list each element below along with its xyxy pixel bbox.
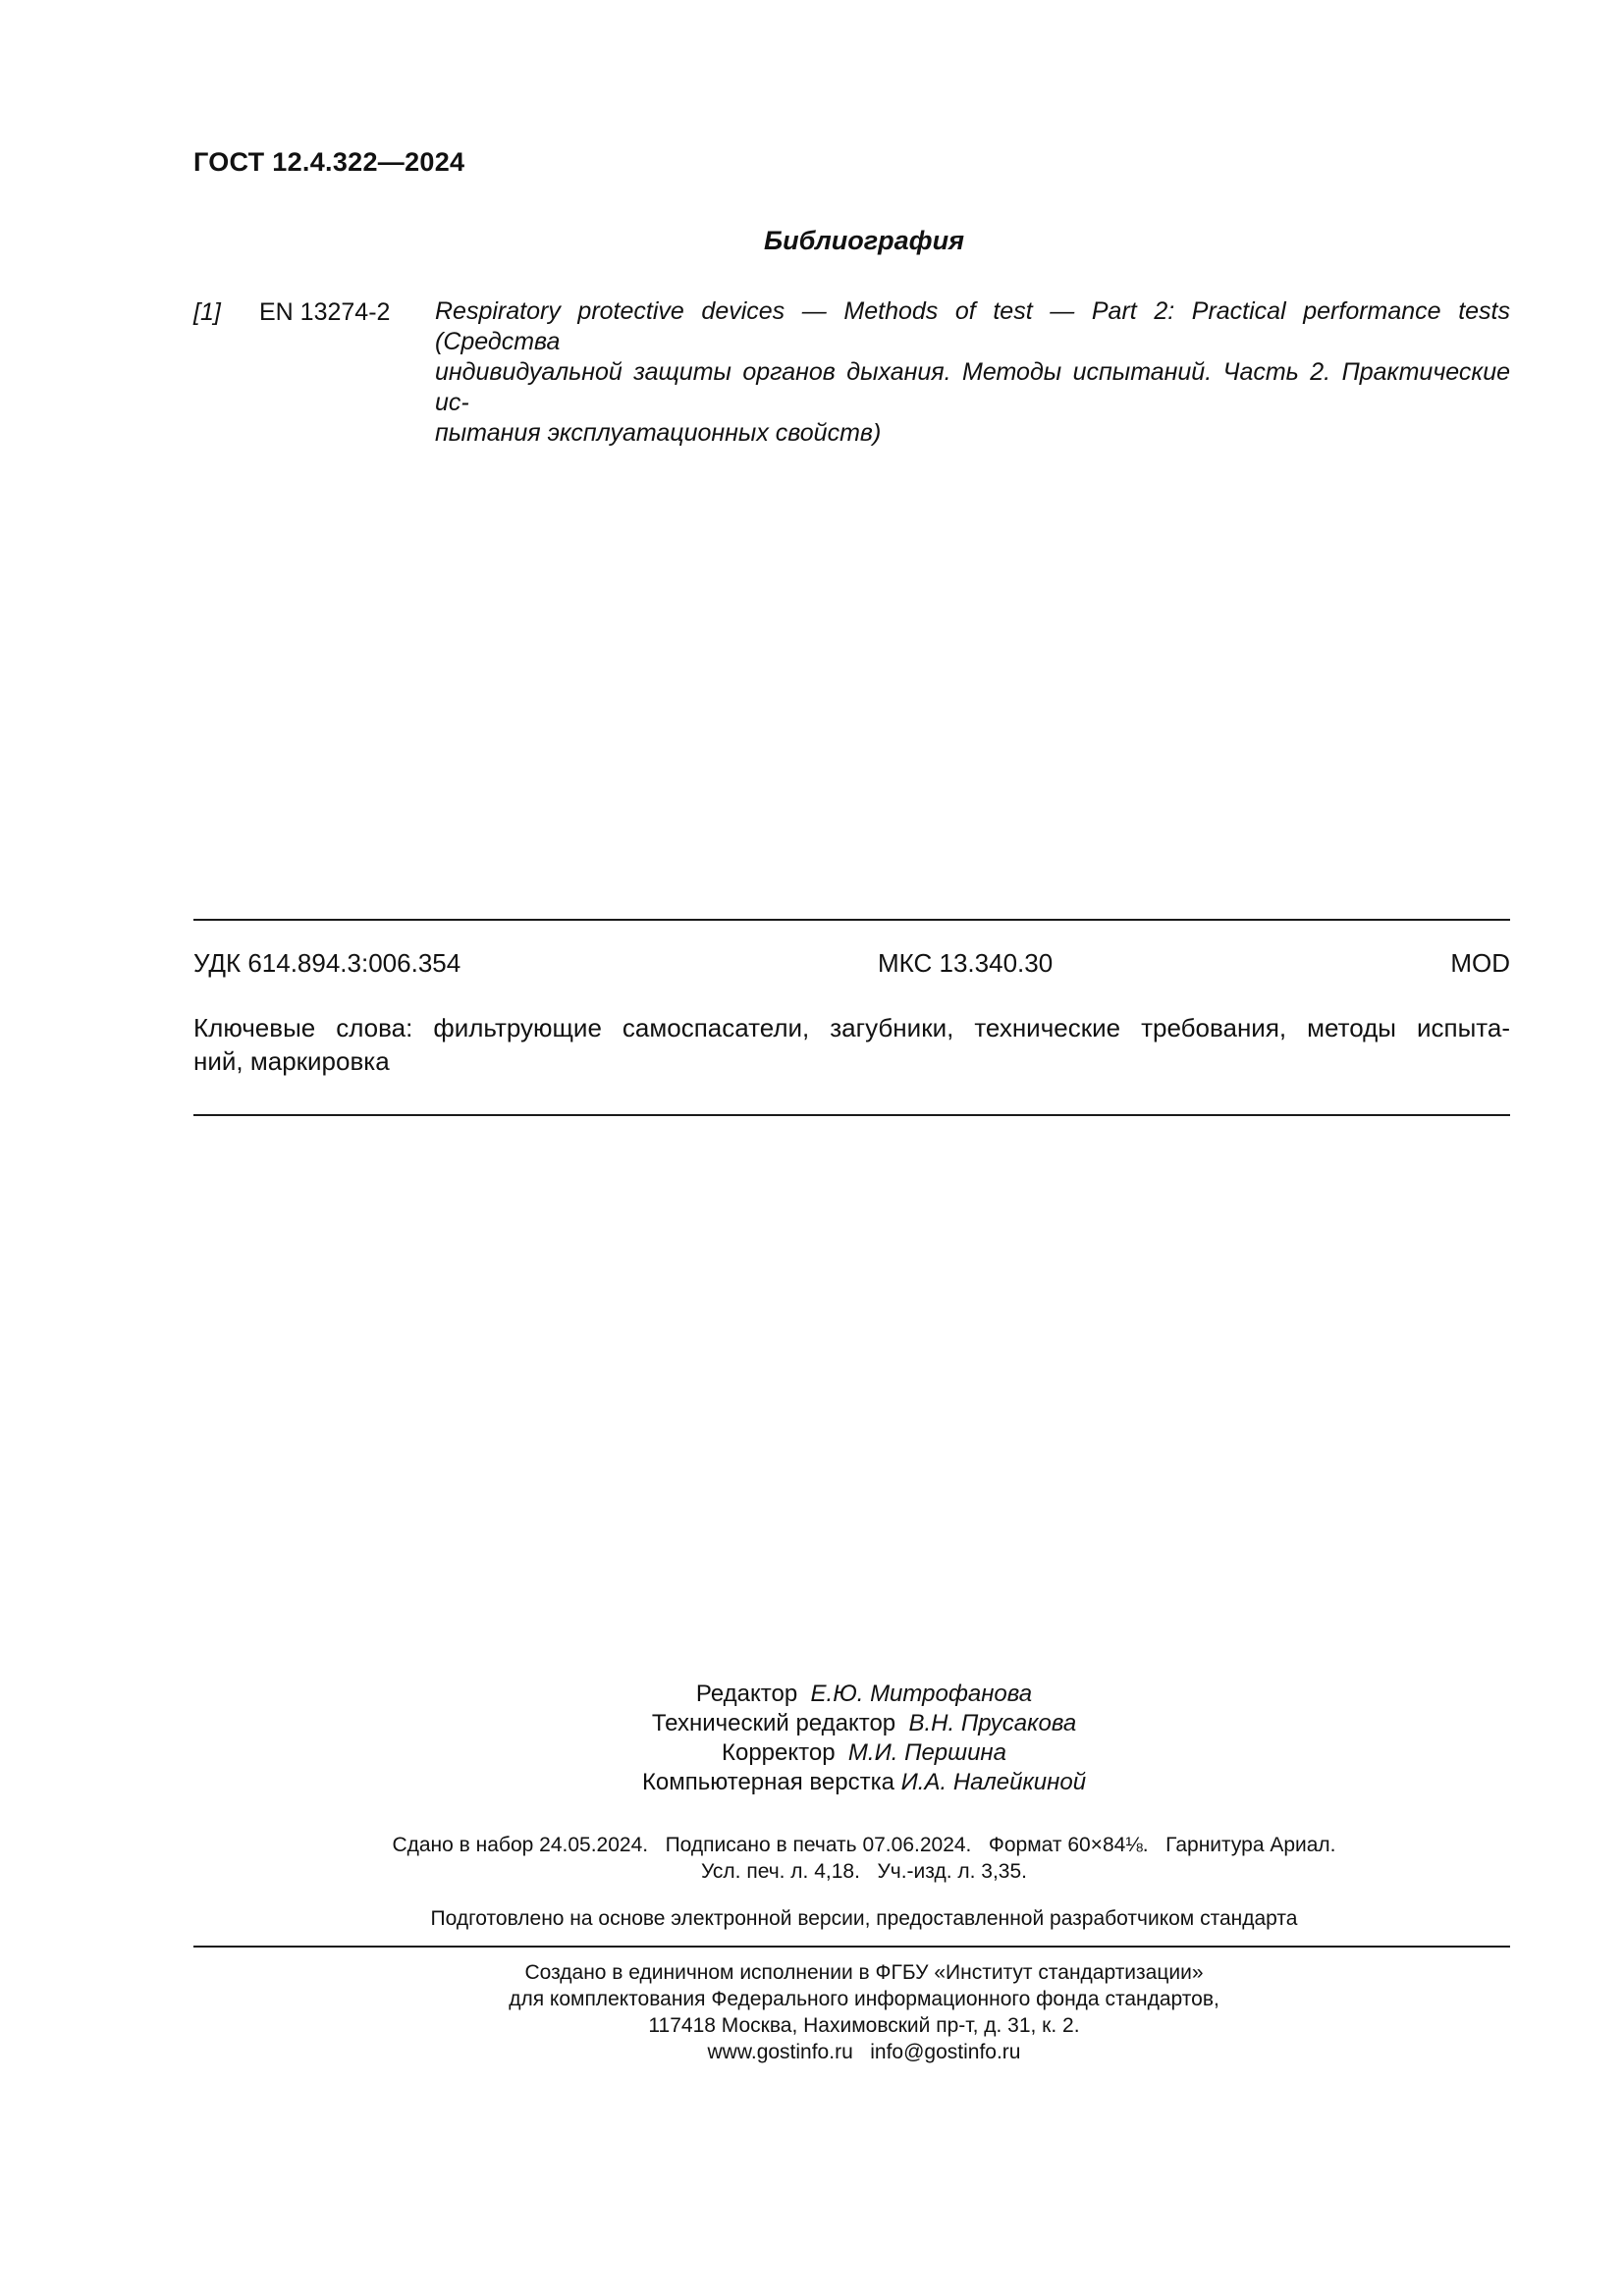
publisher-line: для комплектования Федерального информационного фонда стандартов, <box>509 1988 1219 2010</box>
print-info-line: Сдано в набор 24.05.2024. Подписано в печать 07.06.2024. Формат 60×84⅛. Гарнитура Ариал. <box>392 1834 1336 1856</box>
publisher-info <box>0 1959 1624 2065</box>
document-id: ГОСТ 12.4.322—2024 <box>193 147 465 177</box>
editorial-credits <box>0 1680 1624 1797</box>
reference-text <box>435 296 1510 449</box>
credit-technical-editor: Технический редактор В.Н. Прусакова <box>651 1710 1077 1736</box>
modification-mark: MOD <box>1450 948 1510 978</box>
credit-layout: Компьютерная верстка И.А. Налейкиной <box>641 1769 1087 1795</box>
keywords <box>193 1011 1510 1078</box>
keywords-line: ний, маркировка <box>193 1046 390 1076</box>
mks-code: МКС 13.340.30 <box>878 948 1054 978</box>
publisher-line: 117418 Москва, Нахимовский пр-т, д. 31, к. 2. <box>648 2014 1080 2037</box>
print-info-line: Усл. печ. л. 4,18. Уч.-изд. л. 3,35. <box>700 1860 1027 1883</box>
reference-number: [1] <box>193 298 221 326</box>
bibliography-title: Библиография <box>764 226 964 255</box>
credit-editor: Редактор Е.Ю. Митрофанова <box>695 1681 1033 1707</box>
bottom-divider <box>193 1946 1510 1948</box>
publisher-line: Создано в единичном исполнении в ФГБУ «Институт стандартизации» <box>524 1961 1204 1984</box>
reference-text-line: пытания эксплуатационных свойств) <box>435 419 882 447</box>
reference-code: EN 13274-2 <box>259 298 391 326</box>
reference-text-line: индивидуальной защиты органов дыхания. Методы испытаний. Часть 2. Практические ис- <box>435 358 1510 416</box>
prepared-note: Подготовлено на основе электронной версии, предоставленной разработчиком стандарта <box>430 1907 1298 1930</box>
keywords-divider <box>193 1114 1510 1116</box>
udk-code: УДК 614.894.3:006.354 <box>193 948 461 978</box>
print-info <box>0 1832 1624 1885</box>
keywords-line: Ключевые слова: фильтрующие самоспасатели, загубники, технические требования, методы испыта- <box>193 1013 1510 1042</box>
reference-text-line: Respiratory protective devices — Methods of test — Part 2: Practical performance tests (Средства <box>435 297 1510 355</box>
publisher-web: www.gostinfo.ru info@gostinfo.ru <box>707 2041 1021 2063</box>
credit-proofreader: Корректор М.И. Першина <box>722 1739 1006 1766</box>
classification-row <box>193 948 1510 980</box>
top-divider <box>193 919 1510 921</box>
